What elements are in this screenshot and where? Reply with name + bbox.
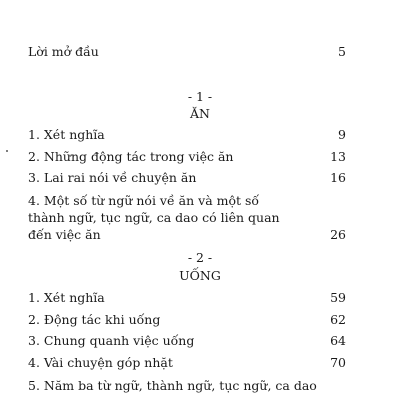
page-speck xyxy=(6,150,8,152)
toc-entry-title: 2. Động tác khi uống xyxy=(28,312,161,327)
section-heading: UỐNG xyxy=(179,268,221,283)
toc-entry-page: 13 xyxy=(330,149,346,164)
toc-entry-page: 5 xyxy=(338,44,346,59)
toc-entry-page: 64 xyxy=(330,333,346,348)
toc-entry-page: 16 xyxy=(330,170,346,185)
toc-entry-page: 9 xyxy=(338,127,346,142)
toc-entry-title: 4. Vài chuyện góp nhặt xyxy=(28,355,173,370)
toc-entry xyxy=(28,355,346,371)
section-heading: ĂN xyxy=(190,106,210,121)
toc-entry xyxy=(28,149,346,165)
toc-entry-title: 1. Xét nghĩa xyxy=(28,290,105,305)
toc-entry xyxy=(28,333,346,349)
toc-entry xyxy=(28,290,346,306)
toc-entry xyxy=(28,378,346,394)
toc-entry xyxy=(28,312,346,328)
toc-entry-title: Lời mở đầu xyxy=(28,44,99,59)
toc-entry xyxy=(28,127,346,143)
toc-entry-page: 62 xyxy=(330,312,346,327)
section-number: - 1 - xyxy=(187,89,213,104)
toc-entry-title: 5. Năm ba từ ngữ, thành ngữ, tục ngữ, ca dao xyxy=(28,378,317,393)
toc-entry xyxy=(28,170,346,186)
toc-entry-title: 3. Chung quanh việc uống xyxy=(28,333,195,348)
toc-entry xyxy=(28,192,346,243)
toc-entry-title: 3. Lai rai nói về chuyện ăn xyxy=(28,170,197,185)
toc-entry-page: 70 xyxy=(330,355,346,370)
toc-entry-page: 26 xyxy=(330,227,346,242)
toc-entry-preface xyxy=(28,44,346,60)
section-number: - 2 - xyxy=(187,250,213,265)
toc-entry-title: 4. Một số từ ngữ nói về ăn và một số thành ngữ, tục ngữ, ca dao có liên quan đến việc ăn xyxy=(28,193,280,242)
toc-entry-title: 2. Những động tác trong việc ăn xyxy=(28,149,234,164)
toc-entry-title: 1. Xét nghĩa xyxy=(28,127,105,142)
toc-entry-page: 59 xyxy=(330,290,346,305)
